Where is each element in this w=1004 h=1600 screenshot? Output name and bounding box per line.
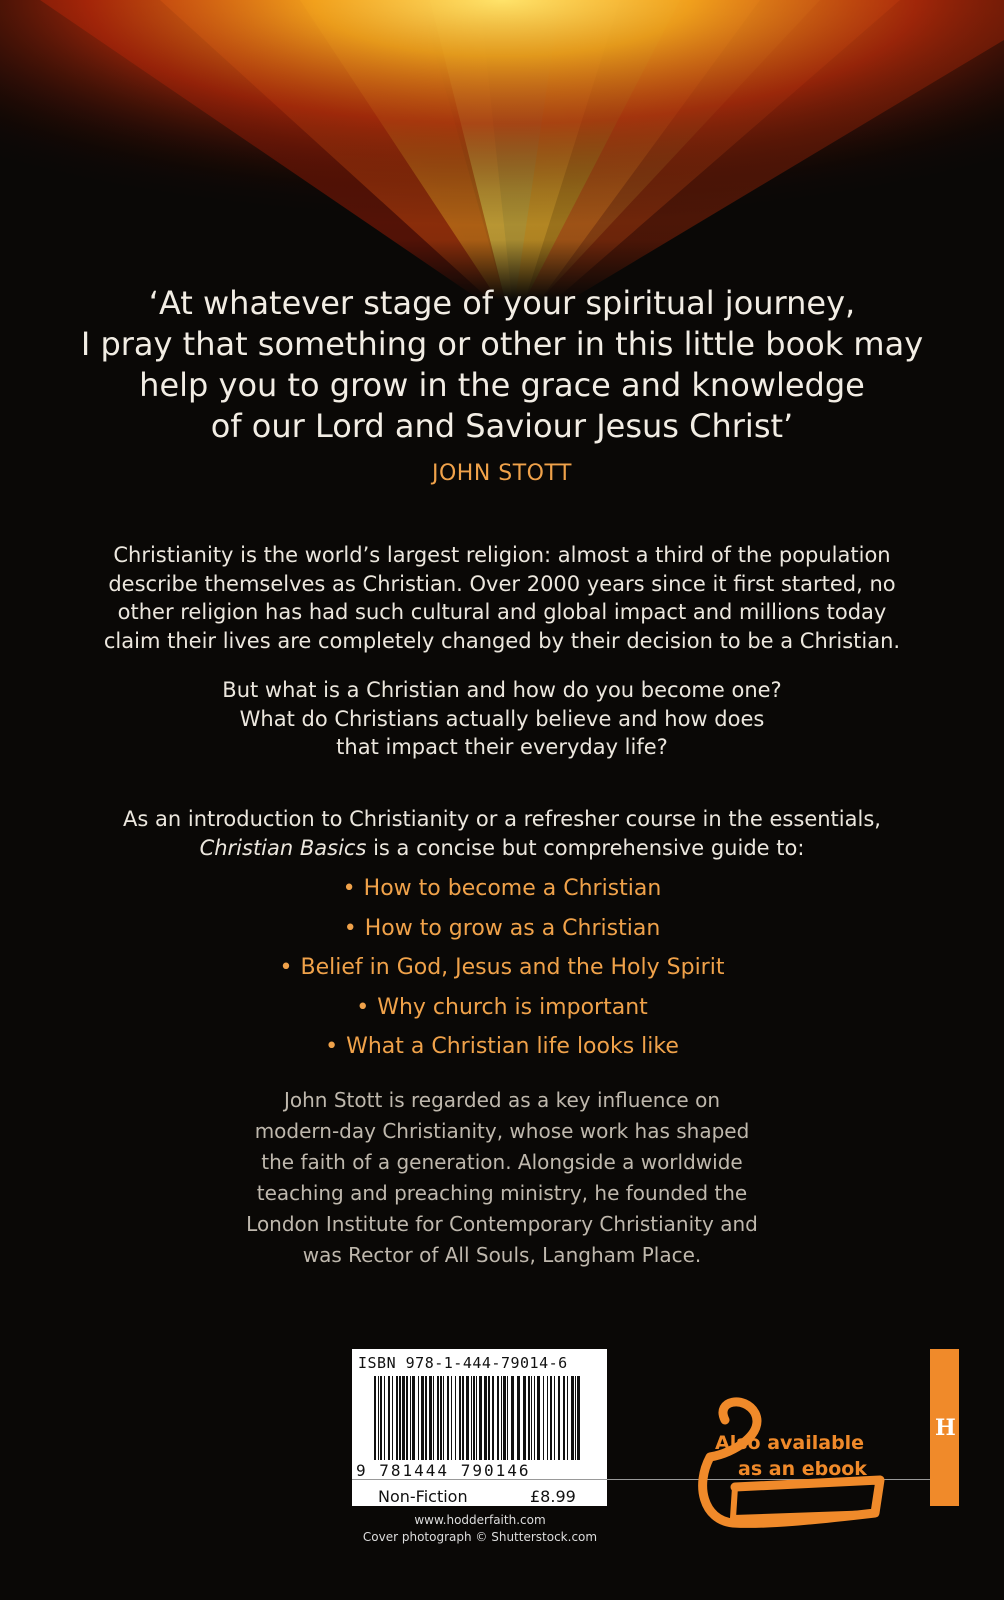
intro-paragraph: [40, 541, 964, 655]
ebook-text-line: Also available: [715, 1432, 865, 1454]
quote-line: ‘At whatever stage of your spiritual journey,: [148, 284, 856, 322]
barcode-bar: [437, 1376, 439, 1460]
barcode-image: [374, 1376, 580, 1460]
bio-line: John Stott is regarded as a key influence on: [283, 1088, 721, 1112]
book-title: Christian Basics: [199, 835, 367, 860]
list-item: [40, 1027, 964, 1067]
barcode-bar: [399, 1376, 401, 1460]
barcode-bar: [380, 1376, 382, 1460]
question-line: What do Christians actually believe and how does: [239, 706, 765, 731]
bullet-icon: •: [279, 955, 293, 980]
barcode-bar: [507, 1376, 508, 1460]
barcode-bar: [443, 1376, 444, 1460]
barcode-bar: [410, 1376, 411, 1460]
barcode-bar: [421, 1376, 424, 1460]
isbn-number: ISBN 978-1-444-79014-6: [358, 1354, 568, 1372]
list-item-label: How to grow as a Christian: [364, 915, 661, 941]
barcode-bar: [517, 1376, 520, 1460]
barcode-bar: [575, 1376, 576, 1460]
list-item: [40, 988, 964, 1028]
barcode-bar: [547, 1376, 548, 1460]
ebook-text-line: as an ebook: [738, 1458, 867, 1480]
barcode-bar: [418, 1376, 419, 1460]
barcode-bar: [384, 1376, 385, 1460]
barcode-bar: [492, 1376, 494, 1460]
barcode-bar: [412, 1376, 415, 1460]
barcode-bar: [497, 1376, 499, 1460]
barcode-bar: [528, 1376, 530, 1460]
barcode-digits: 9 781444 790146: [356, 1461, 531, 1480]
intro-line: claim their lives are completely changed by their decision to be a Christian.: [103, 628, 901, 653]
list-item: [40, 909, 964, 949]
barcode-bar: [511, 1376, 514, 1460]
barcode-bar: [484, 1376, 487, 1460]
bullet-icon: •: [343, 915, 357, 941]
guide-line: [40, 834, 964, 863]
barcode-bar: [466, 1376, 469, 1460]
barcode-bar: [392, 1376, 393, 1460]
bio-line: teaching and preaching ministry, he founded the: [256, 1181, 748, 1205]
barcode-bar: [503, 1376, 506, 1460]
barcode-bar: [447, 1376, 449, 1460]
bullet-icon: •: [342, 876, 356, 901]
question-line: that impact their everyday life?: [336, 735, 668, 759]
barcode-bar: [429, 1376, 432, 1460]
author-bio: [200, 1085, 804, 1271]
light-rays-image: [0, 0, 1004, 300]
barcode-bar: [378, 1376, 379, 1460]
bullet-icon: •: [325, 1034, 339, 1059]
genre-label: Non-Fiction: [378, 1487, 468, 1506]
guide-line-rest: is a concise but comprehensive guide to:: [366, 835, 805, 860]
quote-line: I pray that something or other in this little book may: [80, 325, 924, 363]
barcode-bar: [554, 1376, 555, 1460]
intro-line: other religion has had such cultural and global impact and millions today: [117, 600, 887, 624]
questions-paragraph: [40, 676, 964, 762]
barcode-bar: [433, 1376, 434, 1460]
barcode-bar: [455, 1376, 456, 1460]
barcode-bar: [406, 1376, 408, 1460]
intro-line: describe themselves as Christian. Over 2000 years since it first started, no: [108, 571, 896, 596]
topic-list: [40, 869, 964, 1067]
question-line: But what is a Christian and how do you become one?: [222, 678, 782, 702]
barcode-bar: [374, 1376, 376, 1460]
barcode-bar: [479, 1376, 482, 1460]
barcode-bar: [567, 1376, 568, 1460]
bio-line: was Rector of All Souls, Langham Place.: [302, 1243, 702, 1267]
bio-line: modern-day Christianity, whose work has shaped: [254, 1119, 750, 1143]
barcode-bar: [425, 1376, 427, 1460]
publisher-website: www.hodderfaith.com: [414, 1513, 546, 1527]
barcode-bar: [459, 1376, 461, 1460]
list-item: [40, 948, 964, 988]
barcode-bar: [563, 1376, 565, 1460]
bio-line: London Institute for Contemporary Christianity and: [246, 1212, 758, 1236]
barcode-bar: [388, 1376, 390, 1460]
barcode-bar: [501, 1376, 502, 1460]
list-item-label: What a Christian life looks like: [346, 1034, 679, 1059]
list-item-label: Belief in God, Jesus and the Holy Spirit: [300, 955, 725, 980]
quote-line: help you to grow in the grace and knowledge: [139, 366, 865, 404]
barcode-bar: [523, 1376, 526, 1460]
bio-line: the faith of a generation. Alongside a worldwide: [261, 1150, 743, 1174]
barcode-bar: [451, 1376, 452, 1460]
barcode-bar: [558, 1376, 560, 1460]
barcode-bar: [550, 1376, 552, 1460]
list-item: [40, 869, 964, 909]
guide-line: As an introduction to Christianity or a refresher course in the essentials,: [123, 807, 881, 831]
pull-quote: [40, 283, 964, 486]
barcode-bar: [531, 1376, 532, 1460]
barcode-bar: [471, 1376, 472, 1460]
footer-credits: [350, 1512, 610, 1546]
barcode-bar: [473, 1376, 475, 1460]
list-item-label: Why church is important: [377, 994, 648, 1020]
barcode-bar: [537, 1376, 540, 1460]
quote-line: of our Lord and Saviour Jesus Christ’: [210, 407, 794, 445]
quote-author: JOHN STOTT: [431, 461, 572, 486]
publisher-logo: H: [935, 1415, 956, 1441]
bullet-icon: •: [356, 994, 370, 1020]
barcode-bar: [396, 1376, 398, 1460]
barcode-bar: [534, 1376, 535, 1460]
guide-paragraph: [40, 805, 964, 862]
barcode-bar: [462, 1376, 464, 1460]
barcode-bar: [577, 1376, 580, 1460]
barcode-bar: [543, 1376, 544, 1460]
barcode-bar: [488, 1376, 490, 1460]
barcode-bar: [571, 1376, 574, 1460]
price-label: £8.99: [530, 1487, 576, 1506]
intro-line: Christianity is the world’s largest religion: almost a third of the population: [113, 543, 891, 567]
barcode-bar: [402, 1376, 405, 1460]
barcode-bar: [440, 1376, 442, 1460]
photo-credit: Cover photograph © Shutterstock.com: [362, 1530, 598, 1544]
barcode-bar: [476, 1376, 477, 1460]
list-item-label: How to become a Christian: [363, 876, 662, 901]
